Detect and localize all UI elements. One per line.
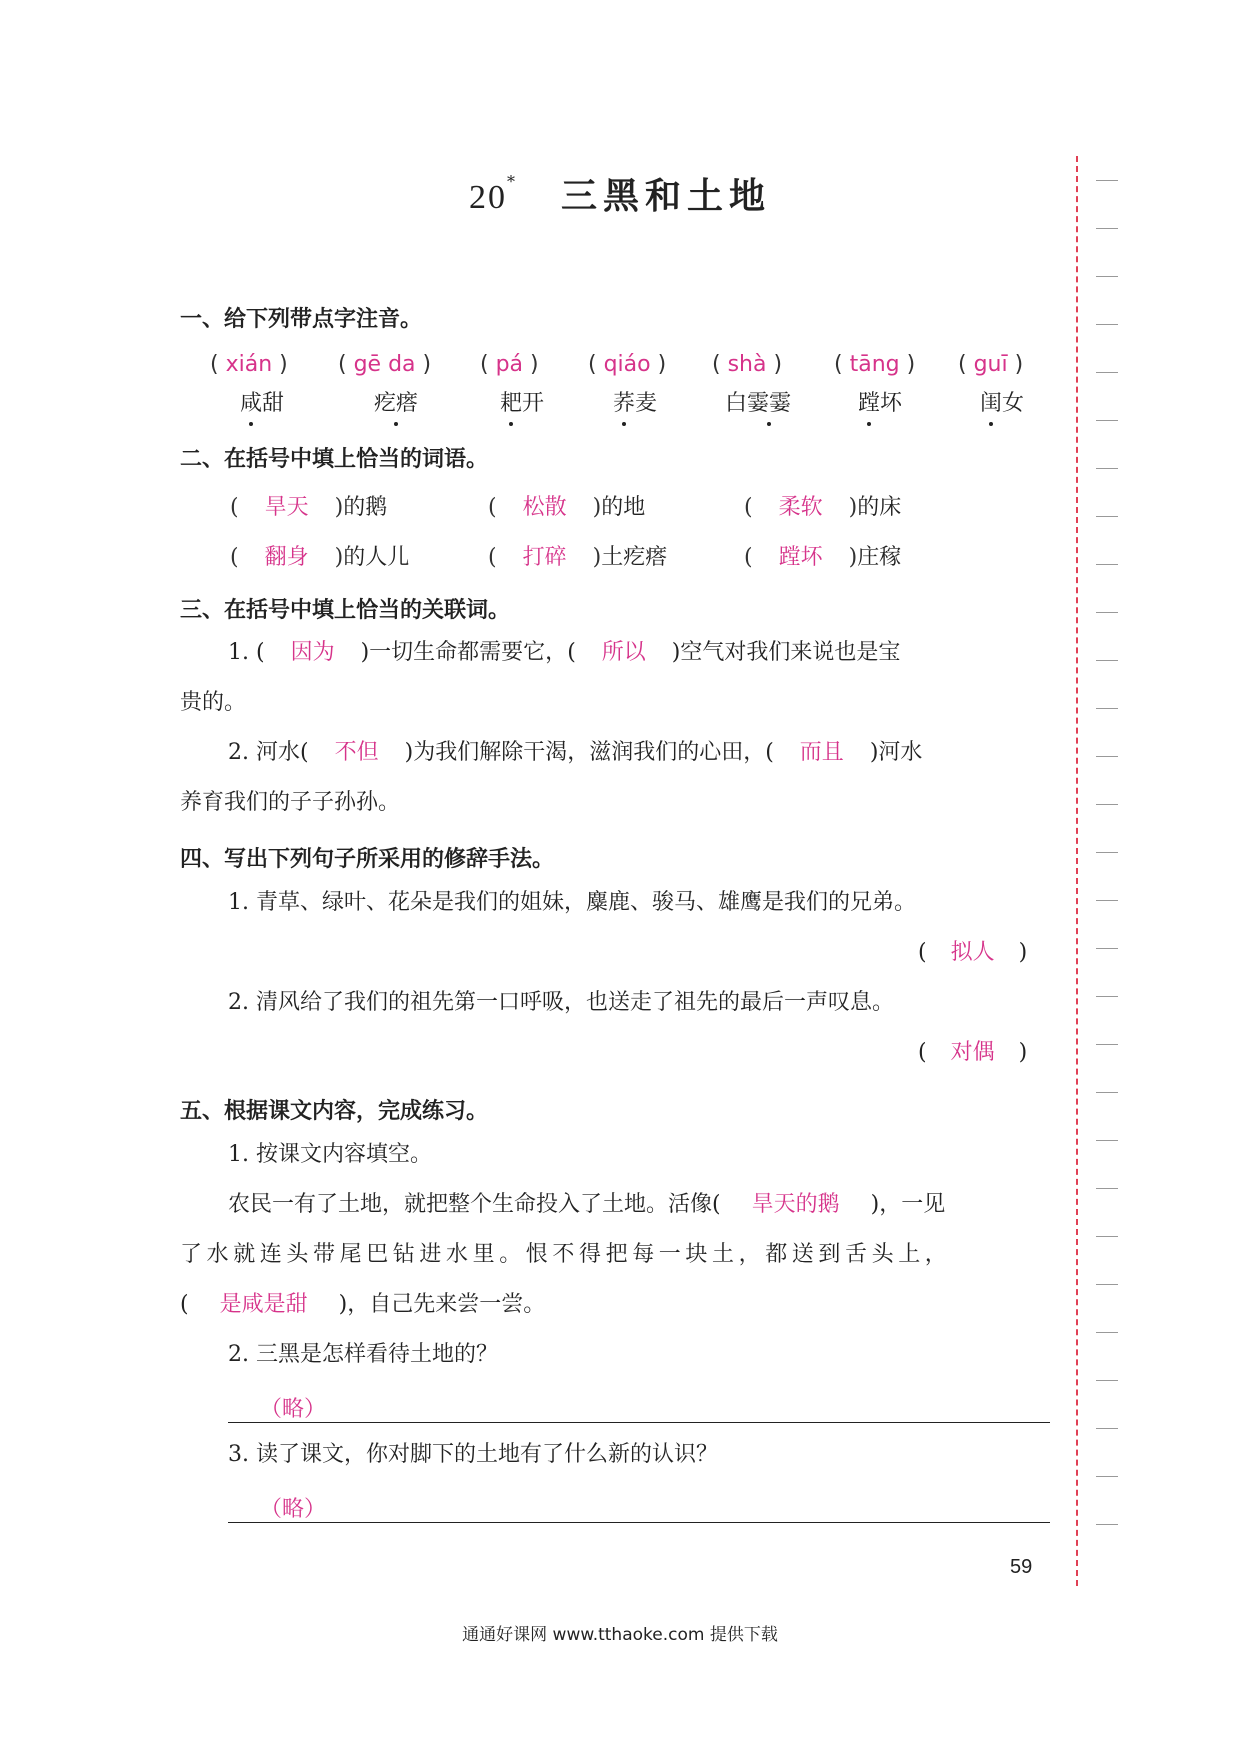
margin-tick <box>1096 372 1118 373</box>
margin-tick <box>1096 900 1118 901</box>
page-number: 59 <box>1010 1556 1033 1578</box>
question-2: 2. 三黑是怎样看待土地的？ <box>228 1342 498 1367</box>
pinyin-item-7: ( guī ) <box>958 352 1024 377</box>
pinyin-item-2: ( gē da ) <box>338 352 432 377</box>
rhetoric-q1: 1. 青草、绿叶、花朵是我们的姐妹，麋鹿、骏马、雄鹰是我们的兄弟。 <box>228 890 916 915</box>
lesson-number: 20 <box>468 179 507 216</box>
margin-tick <box>1096 1332 1118 1333</box>
fill-item-1: ( 旱天 )的鹅 <box>230 495 388 520</box>
pinyin-item-1: ( xián ) <box>210 352 288 377</box>
margin-tick <box>1096 468 1118 469</box>
word-item-5: 白霎霎 <box>725 386 791 417</box>
word-item-4: 荞麦 <box>613 386 657 417</box>
margin-tick <box>1096 756 1118 757</box>
margin-tick <box>1096 1044 1118 1045</box>
word-item-6: 蹚坏 <box>858 386 902 417</box>
margin-tick <box>1096 948 1118 949</box>
rhetoric-q2-answer: ( 对偶 ) <box>918 1040 1028 1065</box>
word-item-3: 耙开 <box>500 386 544 417</box>
answer-line-3 <box>228 1522 1050 1523</box>
question-3-answer: （略） <box>260 1497 327 1522</box>
section4-heading: 四、写出下列句子所采用的修辞手法。 <box>180 847 555 872</box>
section5-heading: 五、根据课文内容，完成练习。 <box>180 1099 489 1124</box>
conj-q1-line1: 1. ( 因为 )一切生命都需要它，( 所以 )空气对我们来说也是宝 <box>228 640 901 665</box>
rhetoric-q2: 2. 清风给了我们的祖先第一口呼吸，也送走了祖先的最后一声叹息。 <box>228 990 894 1015</box>
conj-q2-line2: 养育我们的子子孙孙。 <box>180 790 401 815</box>
fill-text-line3: ( 是咸是甜 )，自己先来尝一尝。 <box>180 1292 546 1317</box>
margin-tick <box>1096 1380 1118 1381</box>
margin-tick <box>1096 420 1118 421</box>
pinyin-item-3: ( pá ) <box>480 352 539 377</box>
margin-tick <box>1096 276 1118 277</box>
pinyin-item-4: ( qiáo ) <box>588 352 667 377</box>
section2-heading: 二、在括号中填上恰当的词语。 <box>180 447 489 472</box>
margin-tick <box>1096 1428 1118 1429</box>
margin-tick <box>1096 660 1118 661</box>
lesson-mark: * <box>506 172 517 191</box>
margin-tick <box>1096 1140 1118 1141</box>
footer-text: 通通好课网 www.tthaoke.com 提供下载 <box>462 1625 778 1645</box>
fill-item-3: ( 柔软 )的床 <box>744 495 902 520</box>
question-2-answer: （略） <box>260 1397 327 1422</box>
margin-tick <box>1096 612 1118 613</box>
margin-tick <box>1096 564 1118 565</box>
margin-tick <box>1096 1092 1118 1093</box>
margin-tick <box>1096 1236 1118 1237</box>
margin-tick <box>1096 516 1118 517</box>
fill-item-4: ( 翻身 )的人儿 <box>230 545 410 570</box>
word-item-2: 疙瘩 <box>374 386 418 417</box>
margin-tick <box>1096 324 1118 325</box>
section1-heading: 一、给下列带点字注音。 <box>180 307 423 332</box>
margin-dashed-line <box>1076 156 1078 1586</box>
margin-tick <box>1096 804 1118 805</box>
lesson-name: 三黑和土地 <box>560 176 771 217</box>
pinyin-item-5: ( shà ) <box>712 352 783 377</box>
answer-line-2 <box>228 1422 1050 1423</box>
fill-text-label: 1. 按课文内容填空。 <box>228 1142 432 1167</box>
fill-item-6: ( 蹚坏 )庄稼 <box>744 545 902 570</box>
margin-tick <box>1096 228 1118 229</box>
conj-q2-line1: 2. 河水( 不但 )为我们解除干渴，滋润我们的心田，( 而且 )河水 <box>228 740 923 765</box>
word-item-7: 闺女 <box>980 386 1024 417</box>
margin-tick <box>1096 1188 1118 1189</box>
question-3: 3. 读了课文，你对脚下的土地有了什么新的认识？ <box>228 1442 718 1467</box>
margin-tick <box>1096 180 1118 181</box>
margin-tick <box>1096 996 1118 997</box>
fill-text-line1: 农民一有了土地，就把整个生命投入了土地。活像( 旱天的鹅 )，一见 <box>228 1192 946 1217</box>
fill-text-line2: 了水就连头带尾巴钻进水里。恨不得把每一块土，都送到舌头上， <box>180 1242 952 1267</box>
margin-tick <box>1096 1284 1118 1285</box>
conj-q1-line2: 贵的。 <box>180 690 247 715</box>
margin-tick <box>1096 708 1118 709</box>
margin-tick <box>1096 1524 1118 1525</box>
fill-item-2: ( 松散 )的地 <box>488 495 646 520</box>
pinyin-item-6: ( tāng ) <box>834 352 916 377</box>
word-item-1: 咸甜 <box>240 386 284 417</box>
section3-heading: 三、在括号中填上恰当的关联词。 <box>180 598 511 623</box>
margin-tick <box>1096 1476 1118 1477</box>
fill-item-5: ( 打碎 )土疙瘩 <box>488 545 668 570</box>
rhetoric-q1-answer: ( 拟人 ) <box>918 940 1028 965</box>
lesson-title <box>0 168 1240 219</box>
margin-tick <box>1096 852 1118 853</box>
